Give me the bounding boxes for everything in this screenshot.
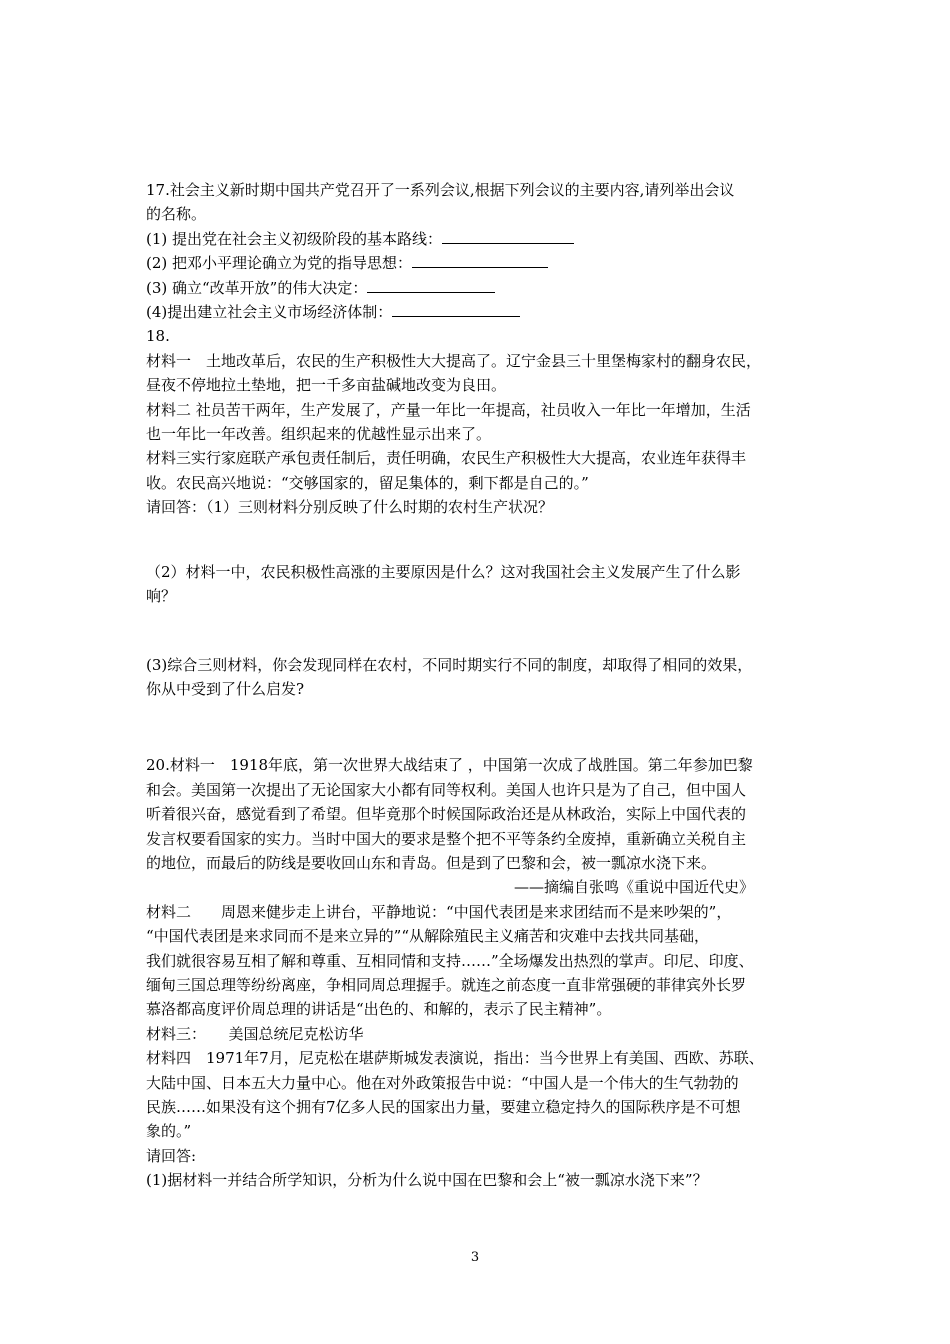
q18-ask-3-line1: (3)综合三则材料，你会发现同样在农村，不同时期实行不同的制度，却取得了相同的效果， [146, 655, 753, 674]
q18-number: 18. [146, 327, 170, 346]
q20-material4-line4: 象的。” [146, 1122, 192, 1141]
q17-item-1 [146, 227, 810, 251]
q18-material2-line1: 材料二 社员苦干两年，生产发展了，产量一年比一年提高，社员收入一年比一年增加，生活 [146, 400, 751, 419]
q20-material1-line2: 和会。美国第一次提出了无论国家大小都有同等权利。美国人也许只是为了自己，但中国人 [146, 780, 747, 799]
q17-answer-blank-4[interactable] [392, 301, 520, 317]
q20-material4-line1: 材料四 1971年7月，尼克松在堪萨斯城发表演说，指出：当今世界上有美国、西欧、苏联、 [146, 1049, 764, 1068]
q20-material2-line4: 缅甸三国总理等纷纷离座，争相同周总理握手。就连之前态度一直非常强硬的菲律宾外长罗 [146, 975, 747, 994]
q20-material1-line4: 发言权要看国家的实力。当时中国大的要求是整个把不平等条约全废掉，重新确立关税自主 [146, 829, 747, 848]
q18-ask-3-line2: 你从中受到了什么启发? [146, 679, 305, 698]
q17-item-1-text: (1) 提出党在社会主义初级阶段的基本路线： [146, 229, 443, 248]
q17-stem-line1: 17.社会主义新时期中国共产党召开了一系列会议,根据下列会议的主要内容,请列举出会议 [146, 181, 735, 199]
q18-material1-line1: 材料一 土地改革后，农民的生产积极性大大提高了。辽宁金县三十里堡梅家村的翻身农民， [146, 351, 762, 370]
q20-material3: 材料三： 美国总统尼克松访华 [146, 1024, 364, 1043]
q17-item-4 [146, 300, 810, 324]
q20-ask-label: 请回答: [146, 1146, 197, 1165]
q17-item-3 [146, 276, 810, 300]
q20-material1-line1: 20.材料一 1918年底，第一次世界大战结束了 ，中国第一次成了战胜国。第二年参加巴黎 [146, 756, 753, 775]
page-number: 3 [470, 1250, 480, 1265]
q18-answer-space-1[interactable] [146, 520, 810, 560]
q20-ask-1: (1)据材料一并结合所学知识，分析为什么说中国在巴黎和会上“被一瓢凉水浇下来”？ [146, 1171, 708, 1190]
q20-material4-line3: 民族……如果没有这个拥有7亿多人民的国家出力量，要建立稳定持久的国际秩序是不可想 [146, 1098, 741, 1116]
q20-material2-line2: “中国代表团是来求同而不是来立异的”“从解除殖民主义痛苦和灾难中去找共同基础， [146, 927, 710, 946]
q17-answer-blank-2[interactable] [412, 252, 548, 268]
q20-material2-line5: 慕洛都高度评价周总理的讲话是“出色的、和解的，表示了民主精神”。 [146, 1000, 612, 1019]
q17-stem-line2: 的名称。 [146, 205, 207, 224]
page-content [146, 178, 810, 1193]
q20-material1-line5: 的地位，而最后的防线是要收回山东和青岛。但是到了巴黎和会，被一瓢凉水浇下来。 [146, 853, 717, 872]
question-18 [146, 324, 810, 753]
q18-material2-line2: 也一年比一年改善。组织起来的优越性显示出来了。 [146, 425, 492, 444]
q17-item-2 [146, 251, 810, 275]
q18-material3-line1: 材料三实行家庭联产承包责任制后，责任明确，农民生产积极性大大提高，农业连年获得丰 [146, 449, 747, 468]
q18-ask-2-line1: （2）材料一中，农民积极性高涨的主要原因是什么？这对我国社会主义发展产生了什么影 [146, 562, 741, 581]
q18-answer-space-2[interactable] [146, 609, 810, 653]
q20-material2-line3: 我们就很容易互相了解和尊重、互相同情和支持……”全场爆发出热烈的掌声。印尼、印度、 [146, 951, 754, 970]
q20-material1-line3: 听着很兴奋，感觉看到了希望。但毕竟那个时候国际政治还是从林政治，实际上中国代表的 [146, 805, 747, 824]
q18-material3-line2: 收。农民高兴地说：“交够国家的，留足集体的，剩下都是自己的。” [146, 473, 589, 492]
q17-item-2-text: (2) 把邓小平理论确立为党的指导思想： [146, 254, 413, 273]
q20-material4-line2: 大陆中国、日本五大力量中心。他在对外政策报告中说：“中国人是一个伟大的生气勃勃的 [146, 1073, 739, 1092]
q17-item-3-text: (3) 确立“改革开放”的伟大决定： [146, 278, 368, 297]
q17-item-4-text: (4)提出建立社会主义市场经济体制： [146, 303, 393, 322]
q18-material1-line2: 昼夜不停地拉土垫地，把一千多亩盐碱地改变为良田。 [146, 376, 507, 395]
question-17 [146, 178, 810, 324]
q20-material1-source: ——摘编自张鸣《重说中国近代史》 [513, 878, 754, 897]
q18-answer-space-3[interactable] [146, 701, 810, 753]
q17-answer-blank-3[interactable] [367, 277, 495, 293]
q20-material2-line1: 材料二 周恩来健步走上讲台，平静地说：“中国代表团是来求团结而不是来吵架的”， [146, 902, 732, 921]
q18-ask-2-line2: 响？ [146, 587, 177, 606]
q17-answer-blank-1[interactable] [442, 228, 574, 244]
q18-ask-1: 请回答：（1）三则材料分别反映了什么时期的农村生产状况？ [146, 498, 554, 517]
question-20 [146, 753, 810, 1192]
